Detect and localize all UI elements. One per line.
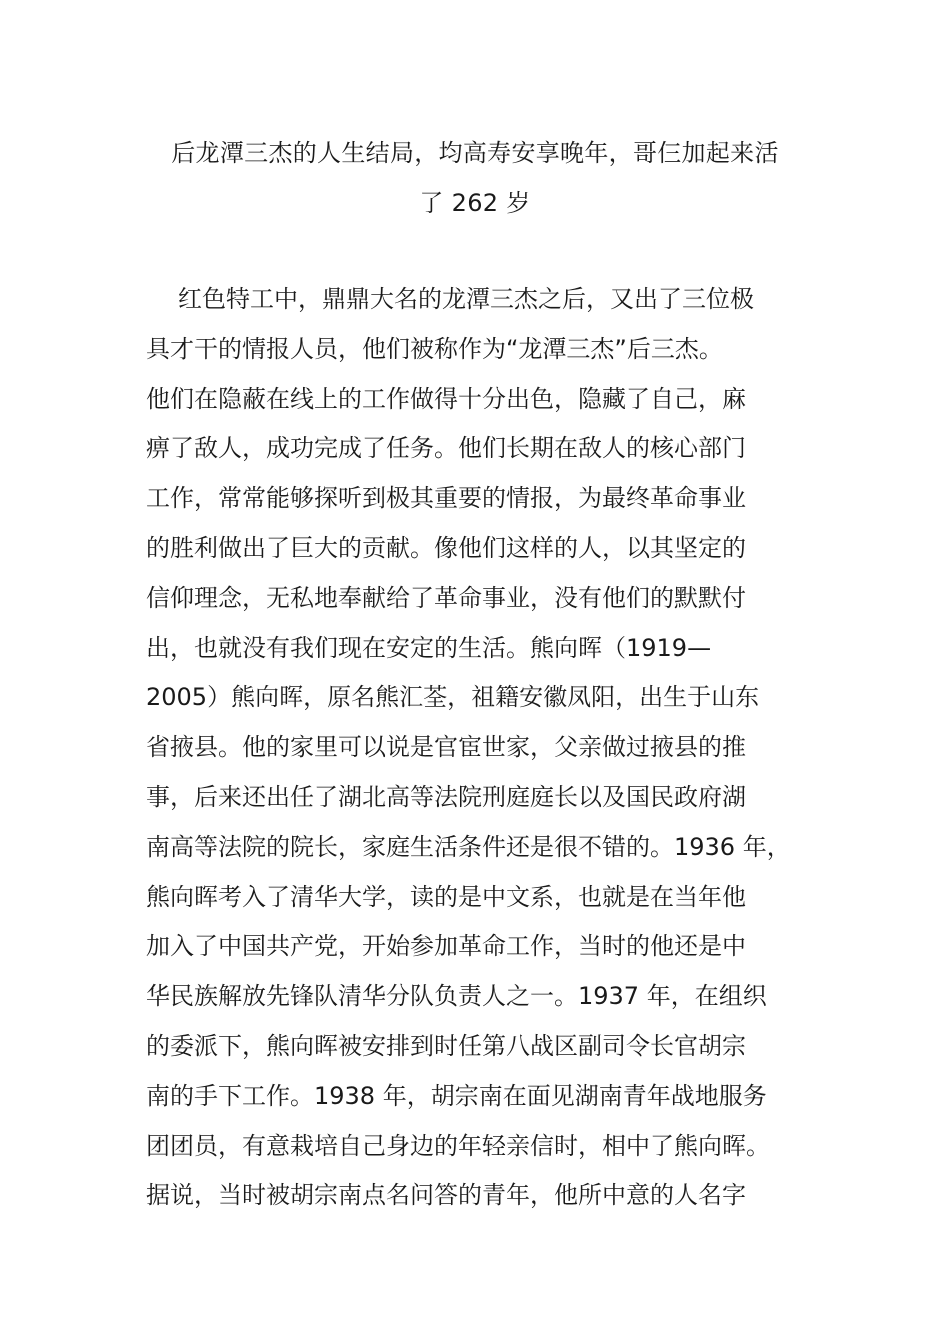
body-line: 他们在隐蔽在线上的工作做得十分出色，隐藏了自己，麻: [146, 384, 746, 413]
body-line: 据说，当时被胡宗南点名问答的青年，他所中意的人名字: [146, 1181, 746, 1210]
body-line: 团团员，有意栽培自己身边的年轻亲信时，相中了熊向晖。: [146, 1131, 770, 1160]
title-line: 后龙潭三杰的人生结局，均高寿安享晚年，哥仨加起来活: [171, 139, 779, 167]
body-line: 信仰理念，无私地奉献给了革命事业，没有他们的默默付: [146, 583, 746, 612]
body-line: 具才干的情报人员，他们被称作为“龙潭三杰”后三杰。: [146, 334, 723, 363]
body-line: 红色特工中，鼎鼎大名的龙潭三杰之后，又出了三位极: [178, 285, 754, 313]
body-line: 熊向晖考入了清华大学，读的是中文系，也就是在当年他: [146, 882, 746, 911]
body-line: 事，后来还出任了湖北高等法院刑庭庭长以及国民政府湖: [146, 782, 746, 811]
title-line: 了 262 岁: [419, 189, 531, 217]
body-line: 南的手下工作。1938 年，胡宗南在面见湖南青年战地服务: [146, 1081, 767, 1110]
body-line: 加入了中国共产党，开始参加革命工作，当时的他还是中: [146, 932, 746, 961]
body-line: 2005）熊向晖，原名熊汇荃，祖籍安徽凤阳，出生于山东: [146, 683, 760, 712]
body-line: 的委派下，熊向晖被安排到时任第八战区副司令长官胡宗: [146, 1031, 746, 1060]
body-line: 痹了敌人，成功完成了任务。他们长期在敌人的核心部门: [146, 434, 746, 463]
body-line: 省掖县。他的家里可以说是官宦世家，父亲做过掖县的推: [146, 733, 746, 762]
body-line: 的胜利做出了巨大的贡献。像他们这样的人，以其坚定的: [146, 533, 746, 562]
document-body: [146, 275, 816, 1221]
body-line: 出，也就没有我们现在安定的生活。熊向晖（1919—: [146, 633, 712, 662]
body-line: 南高等法院的院长，家庭生活条件还是很不错的。1936 年，: [146, 832, 791, 861]
body-line: 华民族解放先锋队清华分队负责人之一。1937 年，在组织: [146, 982, 767, 1011]
body-line: 工作，常常能够探听到极其重要的情报，为最终革命事业: [146, 484, 746, 513]
document-title: [140, 128, 810, 228]
